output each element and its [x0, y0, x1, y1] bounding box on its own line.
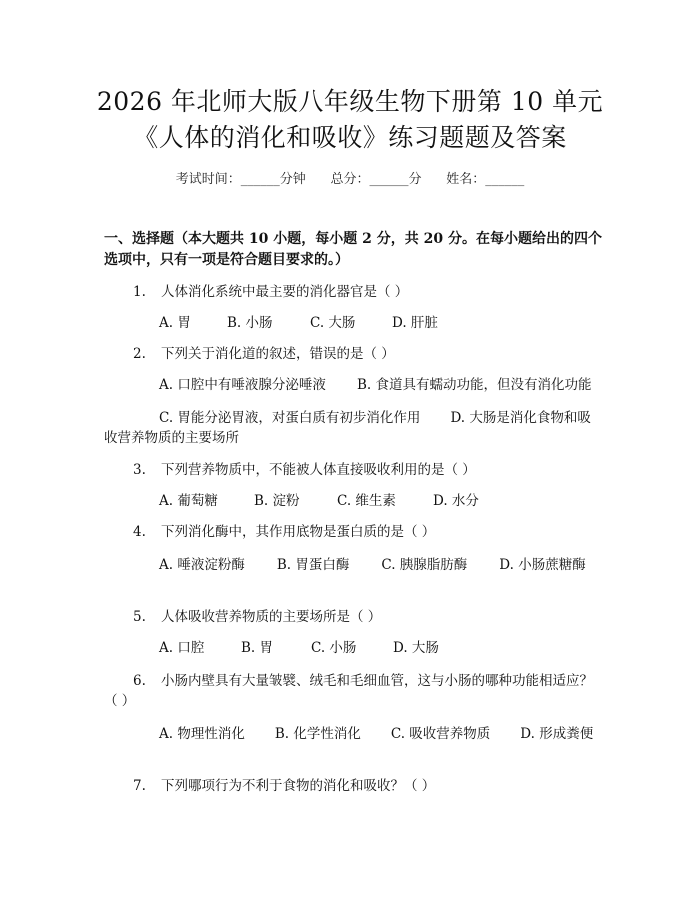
option-a: A. 口腔中有唾液腺分泌唾液 [159, 377, 326, 393]
question-1-options [159, 313, 438, 333]
question-text: 下列营养物质中，不能被人体直接吸收利用的是（ ） [161, 462, 476, 478]
option-d: D. 大肠 [393, 640, 439, 656]
question-text: 小肠内壁具有大量皱襞、绒毛和毛细血管，这与小肠的哪种功能相适应？（ ） [104, 673, 593, 709]
question-2-options-row1 [159, 375, 592, 395]
page-title-line2: 《人体的消化和吸收》练习题题及答案 [133, 123, 567, 152]
option-b: B. 胃 [241, 640, 274, 656]
option-b: B. 胃蛋白酶 [276, 557, 350, 573]
question-number: 4. [133, 524, 146, 540]
option-c: C. 大肠 [310, 315, 356, 331]
option-d: D. 形成粪便 [520, 726, 594, 742]
section-heading: 一、选择题（本大题共 10 小题，每小题 2 分，共 20 分。在每小题给出的四个选项中，只有一项是符合题目要求的。） [104, 231, 602, 268]
option-d: D. 大肠是消化食物和吸收营养物质的主要场所 [104, 410, 591, 446]
exam-meta: 考试时间：______分钟 总分：______分 姓名：______ [175, 172, 525, 187]
option-d: D. 小肠蔗糖酶 [499, 557, 586, 573]
question-1 [133, 282, 408, 302]
option-a: A. 物理性消化 [159, 726, 245, 742]
option-b: B. 化学性消化 [274, 726, 361, 742]
option-b: B. 食道具有蠕动功能，但没有消化功能 [357, 377, 592, 393]
option-b: B. 小肠 [227, 315, 273, 331]
question-3-options [159, 491, 479, 511]
option-d: D. 水分 [433, 493, 479, 509]
option-c: C. 胰腺脂肪酶 [381, 557, 468, 573]
option-d: D. 肝脏 [392, 315, 438, 331]
option-c: C. 小肠 [311, 640, 357, 656]
question-2 [133, 344, 395, 364]
option-c: C. 维生素 [337, 493, 396, 509]
question-2-options-row2 [104, 408, 600, 448]
option-a: A. 口腔 [159, 640, 205, 656]
question-text: 人体消化系统中最主要的消化器官是（ ） [161, 284, 409, 300]
question-3 [133, 460, 476, 480]
question-4-options [104, 555, 600, 575]
option-a: A. 胃 [159, 315, 191, 331]
question-text: 人体吸收营养物质的主要场所是（ ） [161, 609, 382, 625]
question-number: 6. [133, 673, 146, 689]
question-number: 2. [133, 346, 146, 362]
question-6 [104, 671, 600, 711]
question-number: 3. [133, 462, 146, 478]
question-5-options [159, 638, 439, 658]
question-number: 7. [133, 778, 146, 794]
option-a: A. 葡萄糖 [159, 493, 218, 509]
question-text: 下列哪项行为不利于食物的消化和吸收？（ ） [161, 778, 436, 794]
option-b: B. 淀粉 [254, 493, 300, 509]
question-5 [133, 607, 381, 627]
option-c: C. 胃能分泌胃液，对蛋白质有初步消化作用 [159, 410, 421, 426]
question-text: 下列关于消化道的叙述，错误的是（ ） [161, 346, 395, 362]
option-c: C. 吸收营养物质 [390, 726, 491, 742]
question-text: 下列消化酶中，其作用底物是蛋白质的是（ ） [161, 524, 436, 540]
question-6-options [104, 724, 600, 744]
question-number: 1. [133, 284, 146, 300]
question-7 [133, 776, 435, 796]
question-number: 5. [133, 609, 146, 625]
page-title-line1: 2026 年北师大版八年级生物下册第 10 单元 [96, 87, 604, 116]
option-a: A. 唾液淀粉酶 [159, 557, 245, 573]
question-4 [133, 522, 435, 542]
